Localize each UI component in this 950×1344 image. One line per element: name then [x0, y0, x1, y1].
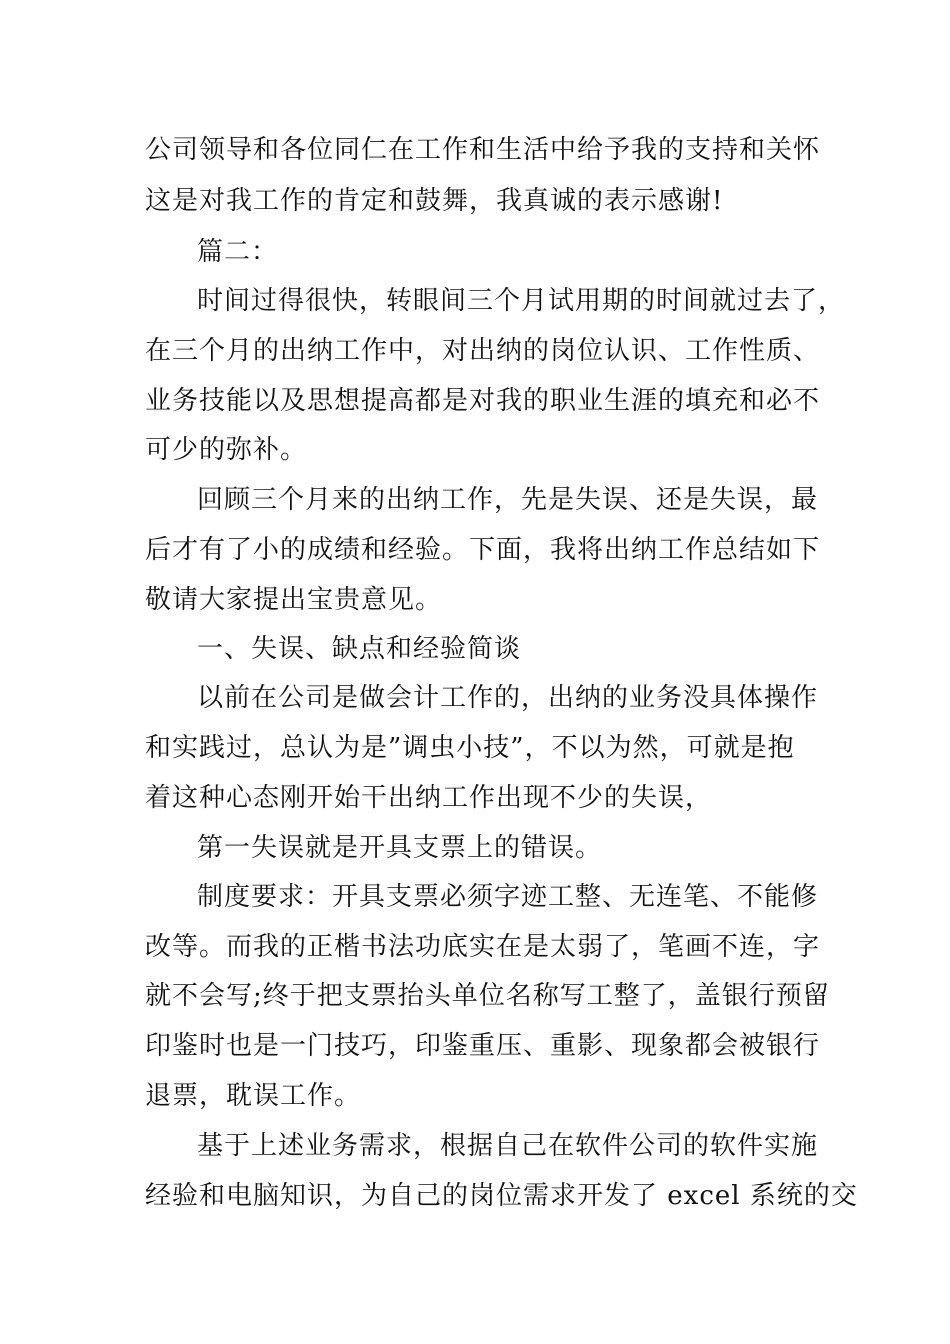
text-line: 敬请大家提出宝贵意见。	[145, 585, 443, 615]
text-line: 回顾三个月来的出纳工作，先是失误、还是失误，最	[197, 485, 819, 515]
text-line: 基于上述业务需求，根据自己在软件公司的软件实施	[197, 1131, 819, 1161]
text-line: 退票，耽误工作。	[145, 1081, 362, 1111]
text-line: 制度要求：开具支票必须字迹工整、无连笔、不能修	[197, 882, 819, 912]
text-line: 第一失误就是开具支票上的错误。	[197, 833, 603, 863]
text-line: 业务技能以及思想提高都是对我的职业生涯的填充和必不	[145, 386, 821, 416]
text-line: 着这种心态刚开始干出纳工作出现不少的失误，	[145, 783, 713, 813]
text-line: 印鉴时也是一门技巧，印鉴重压、重影、现象都会被银行	[145, 1031, 821, 1061]
text-line: 这是对我工作的肯定和鼓舞，我真诚的表示感谢!	[145, 186, 724, 216]
text-line: 公司领导和各位同仁在工作和生活中给予我的支持和关怀	[145, 135, 821, 165]
text-line: 和实践过，总认为是”调虫小技”，不以为然，可就是抱	[145, 733, 795, 763]
text-line: 经验和电脑知识，为自己的岗位需求开发了 excel 系统的交	[145, 1181, 858, 1211]
text-line: 就不会写;终于把支票抬头单位名称写工整了，盖银行预留	[145, 981, 830, 1011]
section-heading: 一、失误、缺点和经验简谈	[197, 634, 522, 664]
text-line: 后才有了小的成绩和经验。下面，我将出纳工作总结如下	[145, 535, 821, 565]
text-line: 改等。而我的正楷书法功底实在是太弱了，笔画不连，字	[145, 932, 821, 962]
text-line: 在三个月的出纳工作中，对出纳的岗位认识、工作性质、	[145, 336, 821, 366]
section-heading: 篇二：	[197, 237, 279, 267]
text-line: 时间过得很快，转眼间三个月试用期的时间就过去了，	[197, 286, 846, 316]
text-line: 以前在公司是做会计工作的，出纳的业务没具体操作	[197, 683, 819, 713]
text-line: 可少的弥补。	[145, 435, 308, 465]
